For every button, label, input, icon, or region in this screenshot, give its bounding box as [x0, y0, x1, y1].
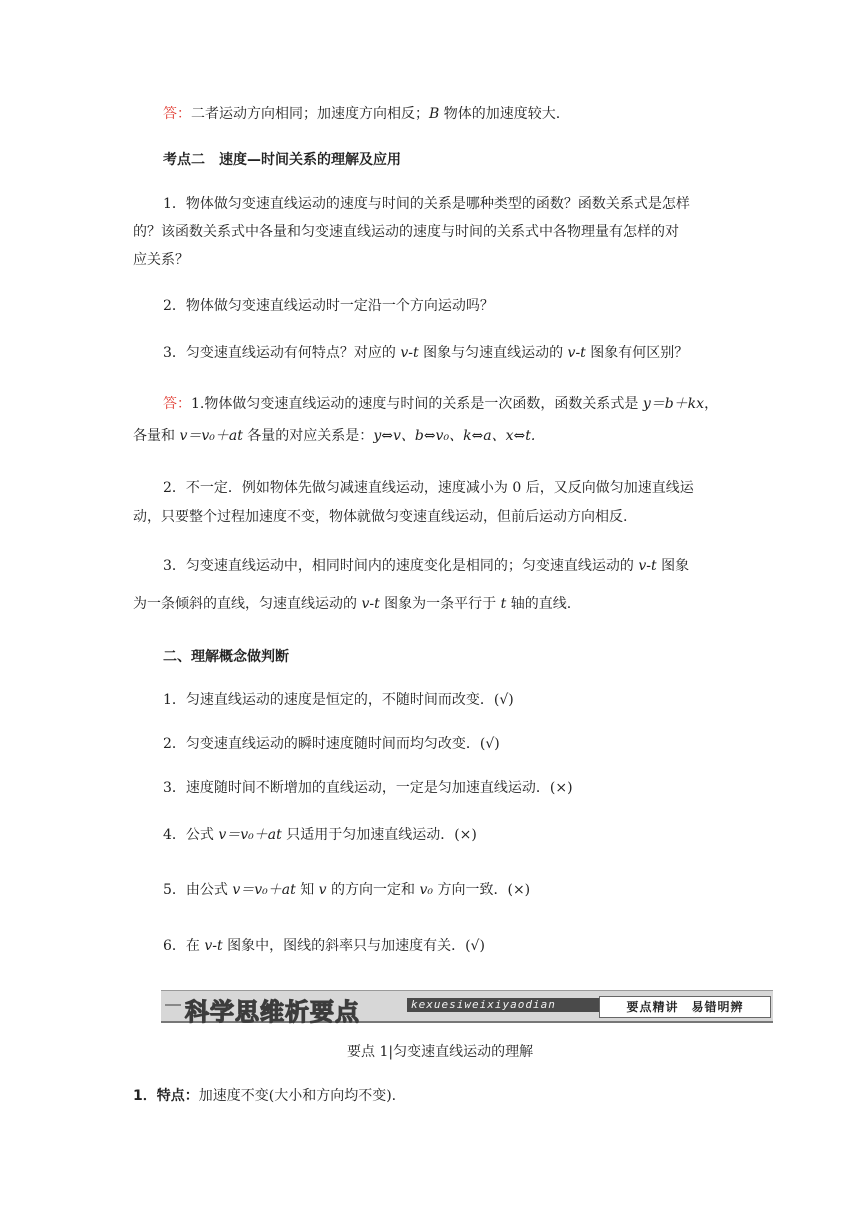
answer-text: 二者运动方向相同；加速度方向相反； — [191, 106, 429, 122]
judge-text: 的方向一定和 — [326, 882, 420, 898]
velocity-formula: v＝v₀＋at — [232, 882, 296, 898]
judge-item-3: 3．速度随时间不断增加的直线运动，一定是匀加速直线运动．(×) — [163, 780, 573, 796]
correspondence-map: y⇔v、b⇔v₀、k⇔a、x⇔t. — [373, 428, 536, 444]
answer-text: 3．匀变速直线运动中，相同时间内的速度变化是相同的；匀变速直线运动的 — [163, 558, 639, 574]
answer-2-para-3-line-1 — [163, 556, 689, 576]
vt-symbol: v-t — [638, 558, 657, 574]
vt-symbol: v-t — [361, 596, 380, 612]
velocity-formula: v＝v₀＋at — [179, 428, 243, 444]
question-1-line-3: 应关系？ — [133, 252, 189, 268]
question-2: 2．物体做匀变速直线运动时一定沿一个方向运动吗？ — [163, 298, 494, 314]
answer-text: 图象 — [656, 558, 690, 574]
vt-symbol: v-t — [567, 345, 586, 361]
judge-item-5 — [163, 880, 530, 900]
banner-decoration — [165, 1004, 181, 1006]
judge-text: 知 — [295, 882, 319, 898]
section-title: 考点二 速度—时间关系的理解及应用 — [163, 152, 401, 168]
answer-text: 图象为一条平行于 — [379, 596, 501, 612]
answer-label: 答： — [163, 106, 191, 122]
banner-pinyin: kexuesiweixiyaodian — [407, 998, 599, 1012]
judge-item-2: 2．匀变速直线运动的瞬时速度随时间而均匀改变．(√) — [163, 736, 500, 752]
answer-2-para-2-line-2: 动，只要整个过程加速度不变，物体就做匀变速直线运动，但前后运动方向相反. — [133, 509, 628, 525]
keypoint-title: 要点 1|匀变速直线运动的理解 — [347, 1044, 534, 1060]
judge-text: 只适用于匀加速直线运动．(×) — [281, 827, 477, 843]
question-1-line-2: 的？该函数关系式中各量和匀变速直线运动的速度与时间的关系式中各物理量有怎样的对 — [133, 224, 679, 240]
judge-item-1: 1．匀速直线运动的速度是恒定的，不随时间而改变．(√) — [163, 692, 514, 708]
banner-tagline: 要点精讲 易错明辨 — [599, 996, 771, 1018]
question-3-text: 3．匀变速直线运动有何特点？对应的 — [163, 345, 401, 361]
answer-text: 各量的对应关系是： — [242, 428, 374, 444]
question-1-line-1: 1．物体做匀变速直线运动的速度与时间的关系是哪种类型的函数？函数关系式是怎样 — [163, 196, 690, 212]
answer-text: ， — [704, 396, 719, 412]
answer-variable: B — [429, 106, 440, 122]
answer-2-line-1 — [163, 394, 718, 414]
answer-text: 轴的直线. — [506, 596, 572, 612]
vt-symbol: v-t — [400, 345, 419, 361]
t-symbol: t — [500, 596, 507, 612]
v-symbol: v — [318, 882, 327, 898]
judge-text: 6．在 — [163, 938, 205, 954]
question-3-text: 图象与匀速直线运动的 — [418, 345, 568, 361]
judge-text: 图象中，图线的斜率只与加速度有关．(√) — [222, 938, 485, 954]
judge-section-title: 二、理解概念做判断 — [163, 649, 289, 665]
feature-line — [133, 1086, 396, 1106]
feature-label: 1．特点： — [133, 1088, 199, 1104]
judge-item-6 — [163, 936, 485, 956]
answer-line — [163, 104, 560, 124]
banner-title: 科学思维析要点 — [185, 998, 360, 1026]
answer-label: 答： — [163, 396, 191, 412]
answer-text: 1.物体做匀变速直线运动的速度与时间的关系是一次函数，函数关系式是 — [191, 396, 643, 412]
function-formula: y＝b＋kx — [642, 396, 705, 412]
judge-text: 4．公式 — [163, 827, 219, 843]
section-banner — [161, 990, 773, 1026]
answer-2-para-2-line-1: 2．不一定．例如物体先做匀减速直线运动，速度减小为 0 后，又反向做匀加速直线运 — [163, 480, 694, 496]
v0-symbol: v₀ — [419, 882, 434, 898]
question-3-text: 图象有何区别？ — [585, 345, 689, 361]
judge-item-4 — [163, 825, 477, 845]
judge-text: 方向一致．(×) — [433, 882, 531, 898]
answer-text: 各量和 — [133, 428, 180, 444]
answer-2-line-2 — [133, 426, 535, 446]
question-3 — [163, 343, 688, 363]
answer-2-para-3-line-2 — [133, 594, 571, 614]
answer-text-end: 物体的加速度较大. — [439, 106, 561, 122]
vt-symbol: v-t — [204, 938, 223, 954]
velocity-formula: v＝v₀＋at — [218, 827, 282, 843]
judge-text: 5．由公式 — [163, 882, 233, 898]
feature-text: 加速度不变(大小和方向均不变). — [198, 1088, 397, 1104]
answer-text: 为一条倾斜的直线，匀速直线运动的 — [133, 596, 362, 612]
